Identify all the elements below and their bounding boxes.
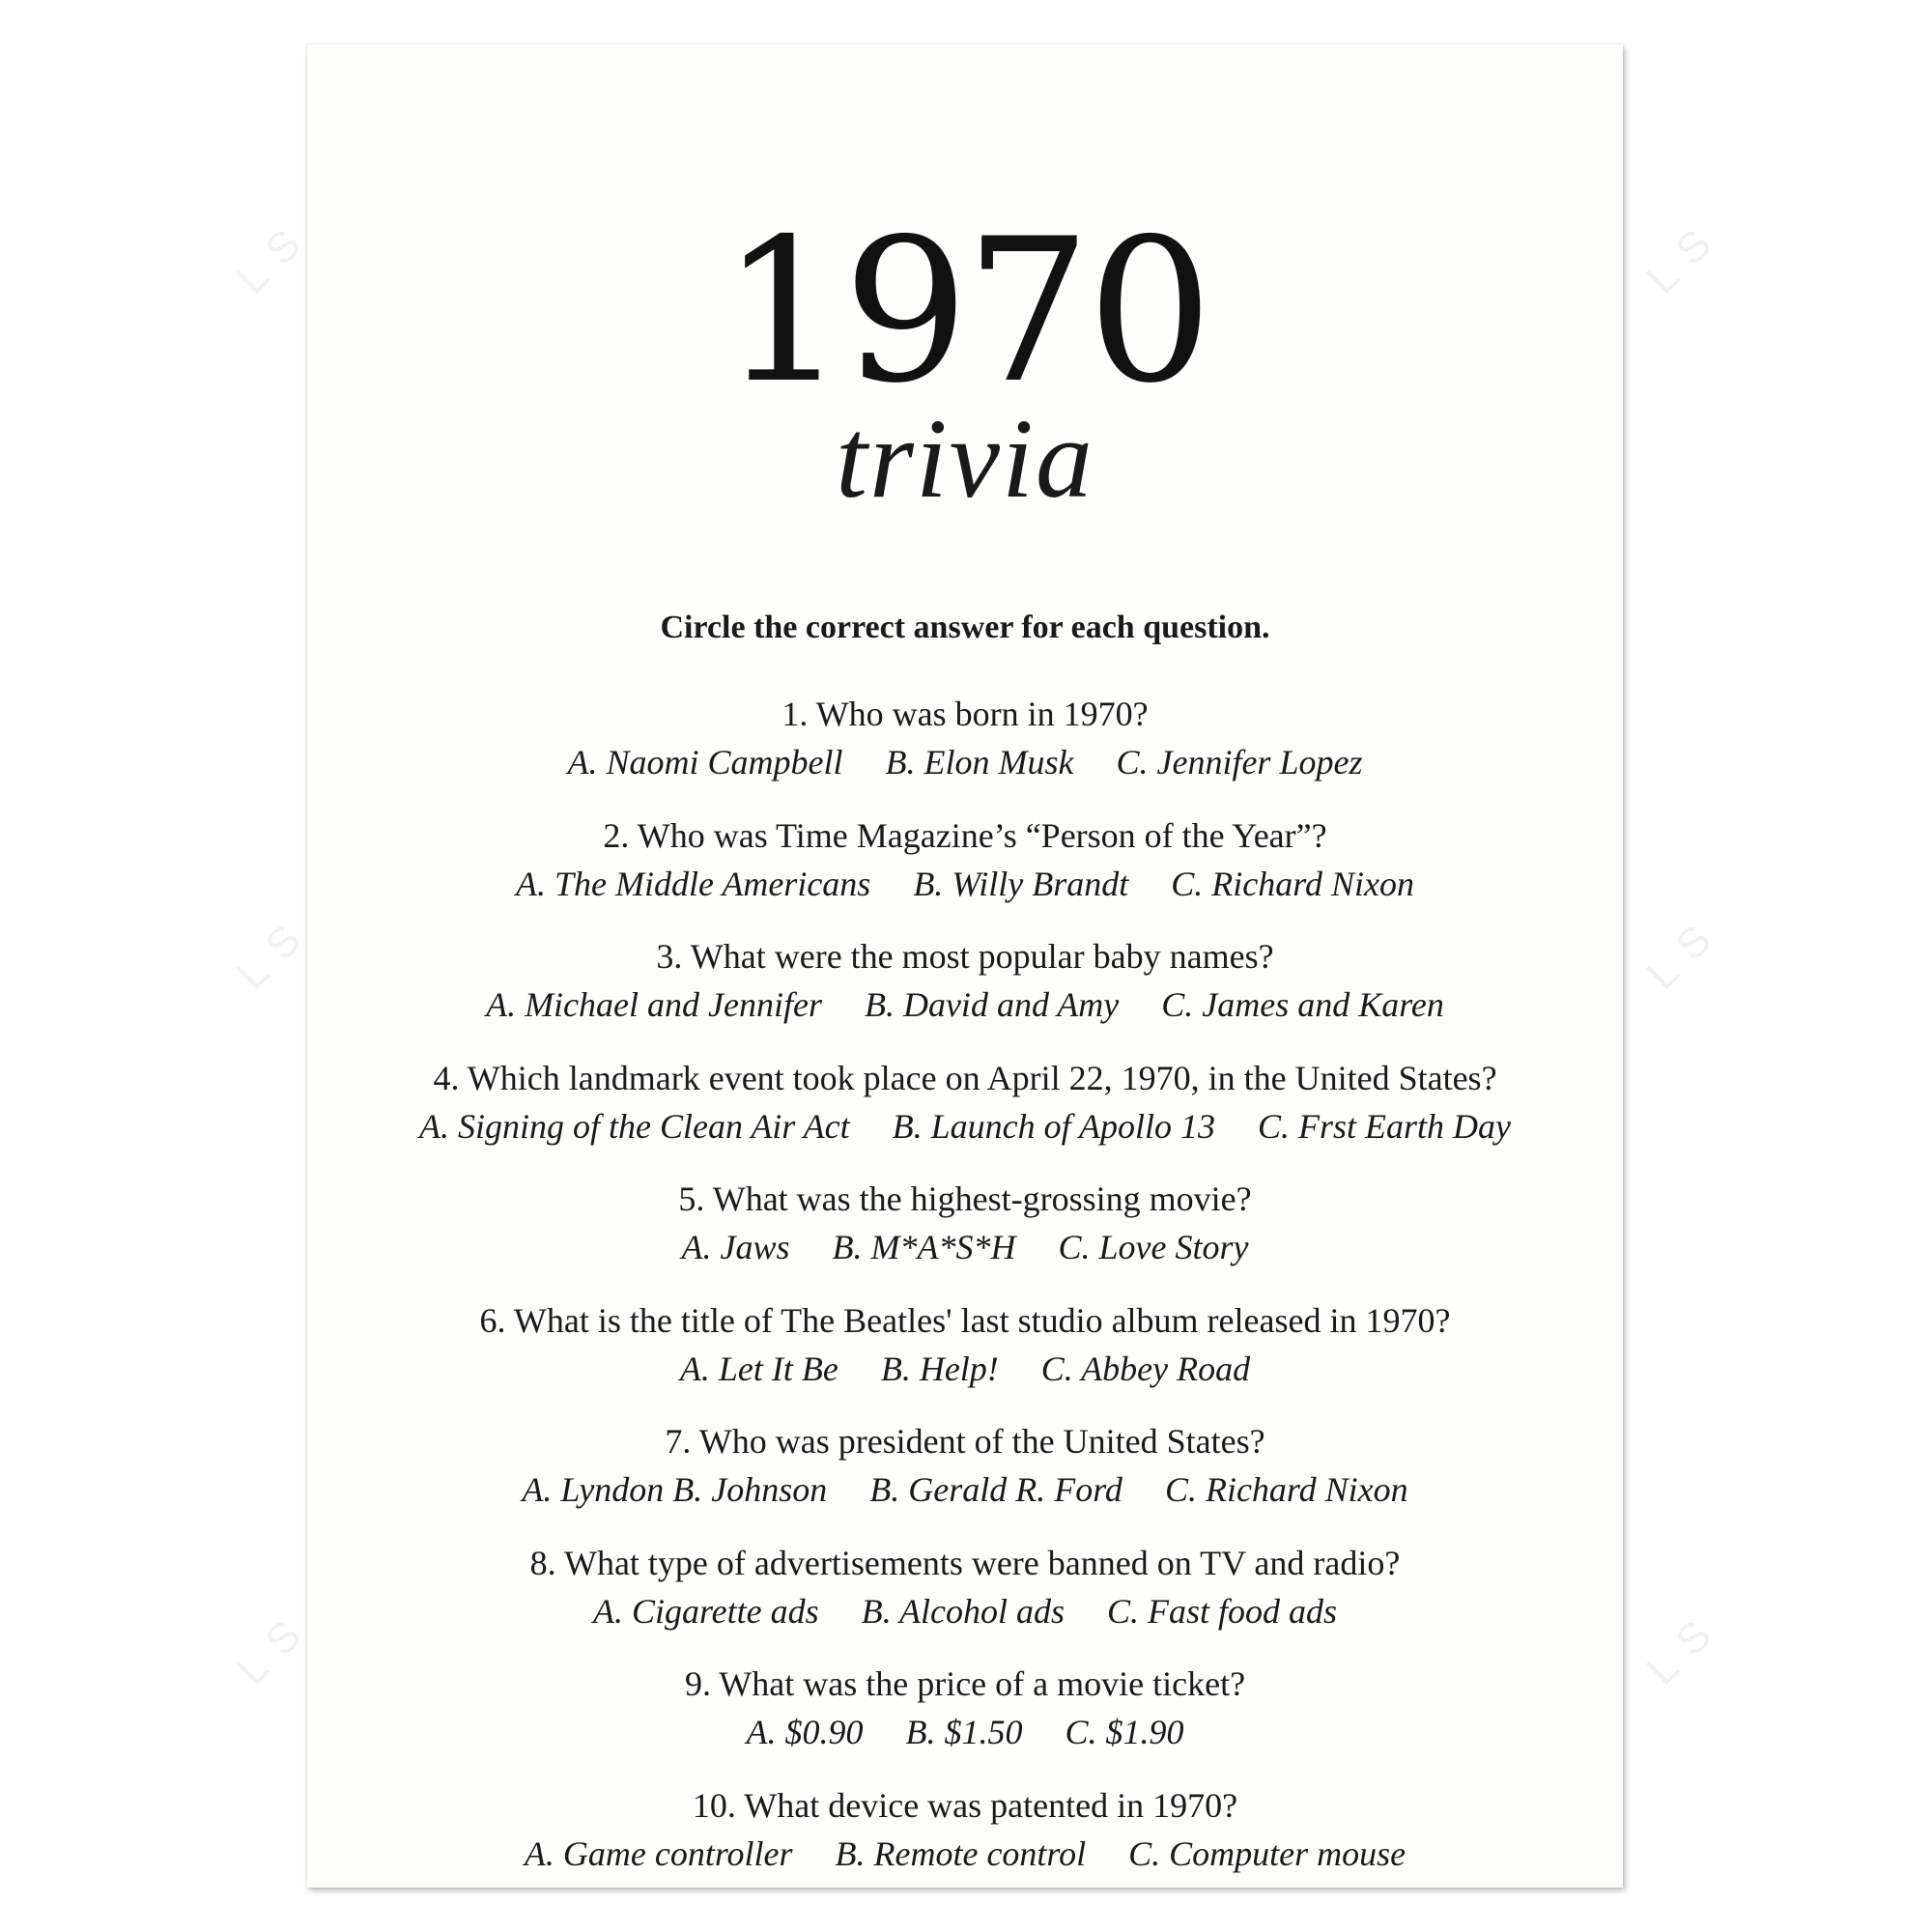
question-text: 5. What was the highest-grossing movie? — [678, 1179, 1252, 1218]
question-item — [307, 1539, 1623, 1661]
answer-option[interactable]: C. Richard Nixon — [1171, 864, 1414, 903]
answer-option[interactable]: B. M*A*S*H — [832, 1228, 1016, 1266]
answer-option[interactable]: A. Lyndon B. Johnson — [522, 1470, 828, 1509]
title-year: 1970 — [721, 197, 1209, 427]
answer-row — [307, 980, 1623, 1029]
title-script: trivia — [836, 395, 1094, 522]
trivia-card — [307, 44, 1623, 1888]
answer-option[interactable]: A. Signing of the Clean Air Act — [419, 1106, 850, 1146]
question-text: 3. What were the most popular baby names? — [656, 937, 1274, 976]
answer-option[interactable]: B. Launch of Apollo 13 — [892, 1106, 1215, 1146]
question-item — [307, 932, 1623, 1054]
answer-option[interactable]: C. Jennifer Lopez — [1116, 743, 1363, 781]
answer-option[interactable]: A. Game controller — [524, 1833, 793, 1873]
answer-option[interactable]: A. Let It Be — [679, 1349, 838, 1388]
question-text: 10. What device was patented in 1970? — [692, 1785, 1238, 1825]
question-text: 1. Who was born in 1970? — [781, 695, 1149, 733]
question-item — [307, 1417, 1623, 1539]
answer-option[interactable]: C. Computer mouse — [1128, 1833, 1406, 1873]
answer-option[interactable]: B. Alcohol ads — [861, 1591, 1065, 1631]
answer-option[interactable]: B. Gerald R. Ford — [869, 1470, 1122, 1509]
instruction-text: Circle the correct answer for each question. — [660, 610, 1270, 645]
answer-option[interactable]: C. Abbey Road — [1040, 1349, 1251, 1388]
question-item — [307, 690, 1623, 811]
answer-option[interactable]: A. Cigarette ads — [592, 1591, 819, 1631]
answer-option[interactable]: A. Michael and Jennifer — [486, 985, 822, 1024]
watermark: LS — [1637, 1599, 1733, 1694]
answer-row — [307, 860, 1623, 908]
question-text: 7. Who was president of the United States? — [665, 1422, 1265, 1461]
answer-option[interactable]: B. $1.50 — [905, 1713, 1023, 1751]
question-item — [307, 1296, 1623, 1418]
question-text: 6. What is the title of The Beatles' last studio album released in 1970? — [479, 1300, 1451, 1340]
question-text: 8. What type of advertisements were banned on TV and radio? — [529, 1543, 1401, 1582]
answer-option[interactable]: A. Jaws — [681, 1228, 790, 1266]
answer-row — [307, 1102, 1623, 1151]
answer-row — [307, 1708, 1623, 1756]
watermark: LS — [227, 208, 323, 303]
answer-row — [307, 738, 1623, 786]
watermark: LS — [227, 1599, 323, 1694]
answer-option[interactable]: B. David and Amy — [864, 985, 1120, 1024]
answer-row — [307, 1465, 1623, 1514]
answer-option[interactable]: C. Love Story — [1058, 1228, 1249, 1266]
answer-option[interactable]: B. Willy Brandt — [913, 864, 1129, 903]
answer-option[interactable]: B. Remote control — [835, 1833, 1087, 1873]
answer-option[interactable]: C. James and Karen — [1161, 985, 1444, 1024]
answer-row — [307, 1223, 1623, 1271]
answer-option[interactable]: A. $0.90 — [746, 1713, 864, 1751]
answer-option[interactable]: C. Frst Earth Day — [1257, 1106, 1511, 1146]
question-item — [307, 1660, 1623, 1781]
answer-option[interactable]: A. The Middle Americans — [516, 864, 871, 903]
question-item — [307, 1781, 1623, 1903]
question-list — [307, 690, 1623, 1902]
question-text: 4. Which landmark event took place on April 22, 1970, in the United States? — [433, 1058, 1497, 1097]
question-text: 2. Who was Time Magazine’s “Person of the Year”? — [603, 815, 1327, 855]
question-item — [307, 811, 1623, 933]
answer-option[interactable]: C. Fast food ads — [1106, 1591, 1337, 1631]
watermark: LS — [1637, 903, 1733, 999]
question-item — [307, 1054, 1623, 1176]
question-item — [307, 1175, 1623, 1296]
answer-option[interactable]: B. Elon Musk — [885, 743, 1074, 781]
answer-option[interactable]: A. Naomi Campbell — [567, 743, 843, 781]
answer-option[interactable]: C. Richard Nixon — [1164, 1470, 1408, 1509]
answer-option[interactable]: B. Help! — [880, 1349, 999, 1388]
watermark: LS — [1637, 208, 1733, 303]
answer-row — [307, 1587, 1623, 1635]
question-text: 9. What was the price of a movie ticket? — [684, 1664, 1246, 1703]
answer-row — [307, 1830, 1623, 1878]
answer-row — [307, 1345, 1623, 1393]
answer-option[interactable]: C. $1.90 — [1065, 1713, 1184, 1751]
watermark: LS — [227, 903, 323, 999]
